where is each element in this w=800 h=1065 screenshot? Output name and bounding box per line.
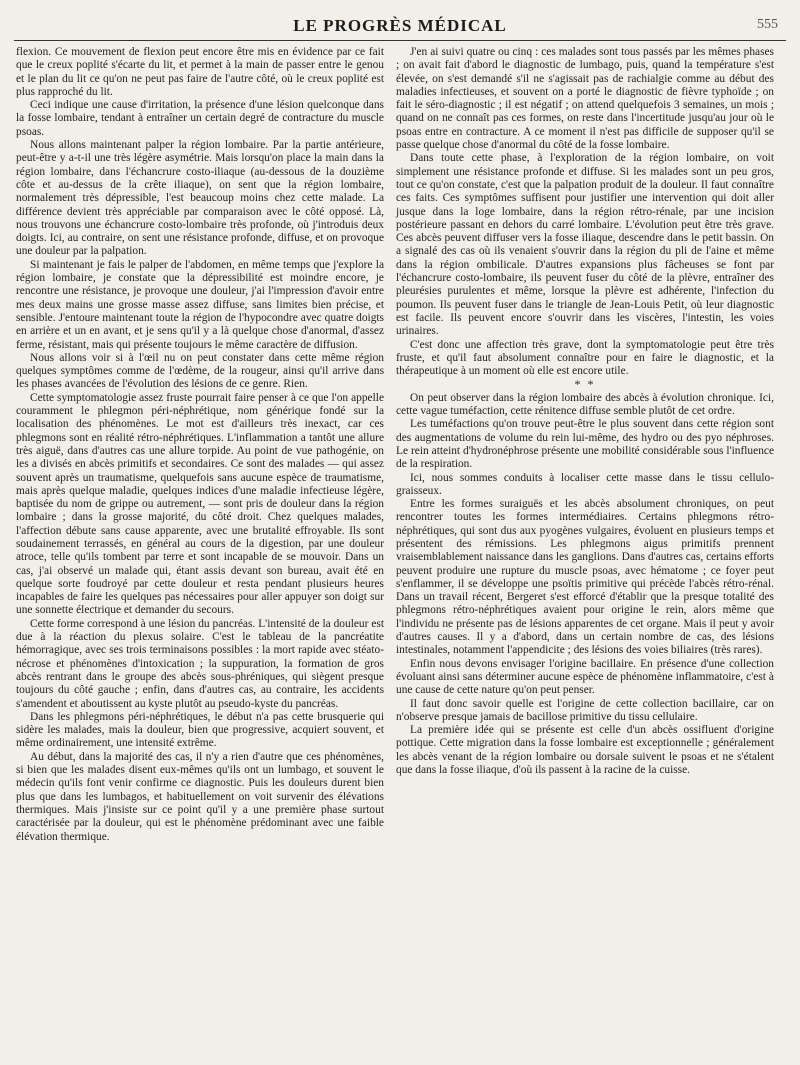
page-header (0, 0, 800, 42)
paragraph: Dans les phlegmons péri-néphrétiques, le début n'a pas cette brusquerie qui sidère les malades, mais la douleur, bien que progressive, acquiert souvent, et même ordinairement, une intensité extrême. (16, 710, 384, 750)
paragraph: Enfin nous devons envisager l'origine bacillaire. En présence d'une collection évoluant ainsi sans déterminer aucune espèce de phénomène inflammatoire, c'est à une cause de cette nature qu'on peut penser. (396, 657, 774, 697)
paragraph: J'en ai suivi quatre ou cinq : ces malades sont tous passés par les mêmes phases ; on avait fait d'abord le diagnostic de lumbago, puis, quand la température s'est élevée, on s'est demandé s'il ne s'agissait pas de rachialgie comme au début des maladies infectieuses, et souvent on a porté le diagnostic de fièvre typhoïde ; on fait le séro-diagnostic ; il est négatif ; on attend quelquefois 3 semaines, un mois ; quand on ne connaît pas ces formes, on reste dans l'incertitude jusqu'au jour où le psoas entre en contracture. A ce moment il n'est pas difficile de supposer qu'il se passe quelque chose d'anormal du côté de la fosse lombaire. (396, 46, 774, 152)
paragraph: La première idée qui se présente est celle d'un abcès ossifluent d'origine pottique. Cette migration dans la fosse lombaire est exceptionnelle ; généralement les abcès venant de la région lombaire ou dorsale suivent le psoas et ne s'étalent que dans la fosse iliaque, d'où ils passent à la racine de la cuisse. (396, 724, 774, 777)
section-separator: * * (574, 377, 596, 392)
journal-title: LE PROGRÈS MÉDICAL (293, 16, 507, 35)
left-column (16, 46, 384, 844)
paragraph: Il faut donc savoir quelle est l'origine de cette collection bacillaire, car on n'observe presque jamais de bacillose primitive du tissu cellulaire. (396, 697, 774, 723)
paragraph: Cette symptomatologie assez fruste pourrait faire penser à ce que l'on appelle couramment le phlegmon péri-néphrétique, nom générique fondé sur la localisation des phénomènes. Le mot est d'ailleurs très inexact, car ces phlegmons sont en réalité rétro-néphrétiques. L'inflammation a tantôt une allure très aiguë, dans d'autres cas une allure torpide. Au point de vue pathogénie, on les a divisés en abcès primitifs et secondaires. Ce sont des malades — qui assez souvent après un traumatisme, quelquefois sans aucune espèce de traumatisme, mais après quelque maladie, quelques indices d'une maladie infectieuse légère, baptisée du nom de grippe ou autrement, — sont pris de douleur dans la région lombaire ; dans la grosse majorité, du côté droit. Chez quelques malades, l'affection débute sans cause apparente, avec une brutalité effroyable. Ils sont soudainement terrassés, en général au cours de la digestion, par une douleur atroce, telle qu'ils tombent par terre et sont incapable de se mouvoir. Dans un cas, j'ai observé un malade qui, étant assis devant son bureau, avait été en quelque sorte foudroyé par cette douleur et resta pendant plusieurs heures incapables de faire les quelques pas nécessaires pour aller appuyer son doigt sur une sonnette électrique et demander du secours. (16, 391, 384, 617)
header-rule (14, 40, 786, 41)
paragraph: Nous allons voir si à l'œil nu on peut constater dans cette même région quelques symptômes comme de l'œdème, de la rougeur, ainsi qu'il arrive dans les phases avancées de l'évolution des lésions de ce genre. Rien. (16, 351, 384, 391)
paragraph: C'est donc une affection très grave, dont la symptomatologie peut être très fruste, et qu'il faut absolument connaître pour en faire le diagnostic, et la thérapeutique à un moment où elle est encore utile. (396, 338, 774, 378)
right-column (396, 46, 774, 777)
paragraph: Si maintenant je fais le palper de l'abdomen, en même temps que j'explore la région lombaire, je constate que la dépressibilité est moindre encore, je rencontre une résistance, je provoque une douleur, j'ai l'impression d'avoir entre mes deux mains une grosse masse assez diffuse, sans limites bien précise, et sensible. J'entoure maintenant toute la région de l'hypocondre avec quatre doigts en arrière et un en avant, et je sens qu'il y a là quelque chose d'anormal, d'assez ferme, résistant, mais qui présente toujours le même caractère de diffusion. (16, 258, 384, 351)
paragraph: Cette forme correspond à une lésion du pancréas. L'intensité de la douleur est due à la réaction du plexus solaire. C'est le tableau de la pancréatite hémorragique, avec ses trois terminaisons possibles : la mort rapide avec stéato-nécrose et phénomènes d'intoxication ; la suppuration, la formation de gros abcès rentrant dans le groupe des abcès sous-phréniques, qui siègent presque toujours du côté gauche ; enfin, dans d'autres cas, au contraire, les accidents s'amendent et aboutissent au kyste plutôt au pseudo-kyste du pancréas. (16, 617, 384, 710)
page-number: 555 (757, 17, 778, 32)
paragraph: On peut observer dans la région lombaire des abcès à évolution chronique. Ici, cette vague tuméfaction, cette rénitence diffuse semble plutôt de cet ordre. (396, 391, 774, 418)
paragraph: flexion. Ce mouvement de flexion peut encore être mis en évidence par ce fait que le creux poplité s'écarte du lit, et permet à la main de passer entre le genou et le plan du lit ce qu'on ne peut pas faire de l'autre côté, où le creux poplité est plus rapproché du lit. (16, 46, 384, 98)
paragraph: Dans toute cette phase, à l'exploration de la région lombaire, on voit simplement une résistance profonde et diffuse. Si les malades sont un peu gros, tout ce qu'on constate, c'est que la palpation produit de la douleur. Il faut connaître ces faits. Ces symptômes suffisent pour justifier une intervention qui doit aller jusque dans la loge lombaire, dans la région rétro-rénale, par une incision postérieure passant en dehors du carré lombaire. L'évolution peut être très grave. Ces abcès peuvent diffuser vers la fosse iliaque, descendre dans le petit bassin. On a signalé des cas où ils venaient s'ouvrir dans la région du pli de l'aine et même dans la région ombilicale. D'autres expansions plus fâcheuses se font par l'échancrure costo-lombaire, ils peuvent fuser du côté de la plèvre, entraîner des pleurésies purulentes et même, lorsque la plèvre est adhérente, l'infection du poumon. Ils peuvent fuser dans le triangle de Jean-Louis Petit, où leur diagnostic est facile. Ils peuvent encore s'ouvrir dans les viscères, l'intestin, les voies urinaires. (396, 152, 774, 338)
paragraph: Ceci indique une cause d'irritation, la présence d'une lésion quelconque dans la fosse lombaire, tendant à entraîner un certain degré de contracture du muscle psoas. (16, 99, 384, 138)
paragraph: Entre les formes suraiguës et les abcès absolument chroniques, on peut rencontrer toutes les formes intermédiaires. Certains phlegmons rétro-néphrétiques, qui sont dus aux pyogènes vulgaires, évoluent en plusieurs temps et présentent des rémissions. Les phlegmons aigus primitifs prennent vraisemblablement naissance dans les ganglions. Dans d'autres cas, certains efforts peuvent produire une rupture du muscle psoas, avec hématome ; ce foyer peut s'enflammer, il se développe une psoïtis primitive qui précède l'abcès rétro-rénal. Dans un travail récent, Bergeret s'est efforcé d'établir que la presque totalité des phlegmons rétro-néphrétiques avaient pour origine le rein, alors même que l'individu ne présente pas de lésions apparentes de cet organe. Mais il peut y avoir d'autres causes. Il y a d'abord, dans un certain nombre de cas, des lésions intestinales, notamment l'appendicite ; des lésions des voies biliaires (très rares). (396, 498, 774, 657)
paragraph: Nous allons maintenant palper la région lombaire. Par la partie antérieure, peut-être y a-t-il une très légère asymétrie. Mais lorsqu'on place la main dans la région lombaire, dans l'échancrure costo-iliaque (au-dessous de la douzième côte et au-dessus de la crête iliaque), on sent que la région lombaire, normalement très dépressible, l'est beaucoup moins chez cette malade. La différence devient très appréciable par comparaison avec le côté opposé. Là, nous trouvons une échancrure costo-lombaire très profonde, où j'introduis deux doigts. Ici, au contraire, on sent une résistance profonde, diffuse, et on provoque une douleur par la palpation. (16, 139, 384, 258)
paragraph: Ici, nous sommes conduits à localiser cette masse dans le tissu cellulo-graisseux. (396, 471, 774, 497)
paragraph: Les tuméfactions qu'on trouve peut-être le plus souvent dans cette région sont des augmentations de volume du rein lui-même, des hydro ou des pyo néphroses. Le rein atteint d'hydronéphrose présente une mobilité considérable sous l'influence de la respiration. (396, 418, 774, 471)
paragraph: Au début, dans la majorité des cas, il n'y a rien d'autre que ces phénomènes, si bien que les malades disent eux-mêmes qu'ils ont un lumbago, et souvent le médecin qu'ils font venir confirme ce diagnostic. Puis les douleurs durent bien plus que dans les lumbagos, et habituellement on voit survenir des élévations thermiques. Mais j'insiste sur ce point qu'il y a une première phase surtout caractérisée par la douleur, qui est le phénomène prédominant avec une faible élévation thermique. (16, 750, 384, 843)
